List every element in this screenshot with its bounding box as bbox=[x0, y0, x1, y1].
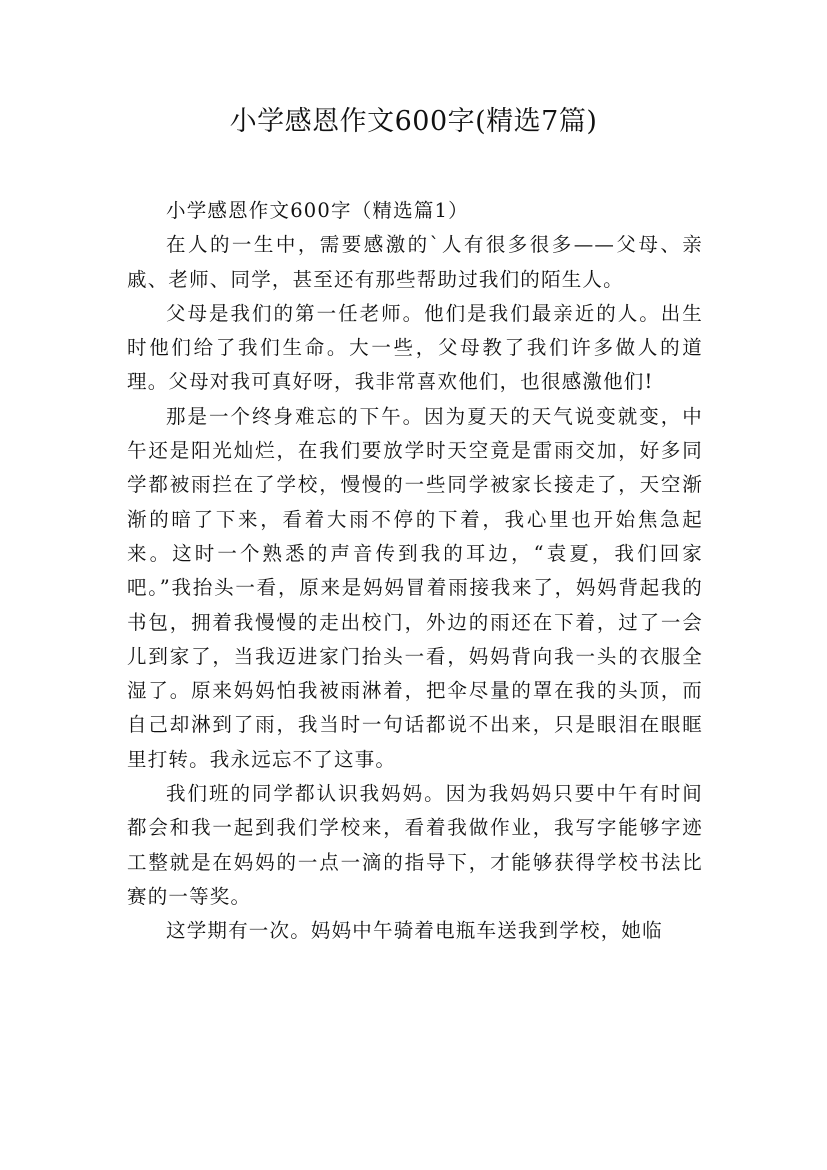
paragraph: 在人的一生中，需要感激的`人有很多很多——父母、亲戚、老师、同学，甚至还有那些帮助过我们的陌生人。 bbox=[127, 233, 703, 291]
document-title: 小学感恩作文600字(精选7篇) bbox=[229, 106, 598, 137]
section-heading: 小学感恩作文600字（精选篇1） bbox=[166, 199, 469, 222]
paragraph: 我们班的同学都认识我妈妈。因为我妈妈只要中午有时间都会和我一起到我们学校来，看着我做作业，我写字能够字迹工整就是在妈妈的一点一滴的指导下，才能够获得学校书法比赛的一等奖。 bbox=[127, 782, 703, 908]
paragraph: 父母是我们的第一任老师。他们是我们最亲近的人。出生时他们给了我们生命。大一些，父母教了我们许多做人的道理。父母对我可真好呀，我非常喜欢他们，也很感激他们! bbox=[127, 301, 703, 394]
document-body bbox=[127, 194, 703, 949]
paragraph: 这学期有一次。妈妈中午骑着电瓶车送我到学校，她临 bbox=[166, 919, 663, 943]
paragraph: 那是一个终身难忘的下午。因为夏天的天气说变就变，中午还是阳光灿烂，在我们要放学时天空竟是雷雨交加，好多同学都被雨拦在了学校，慢慢的一些同学被家长接走了，天空渐渐的暗了下来，看着大雨不停的下着，我心里也开始焦急起来。这时一个熟悉的声音传到我的耳边，“袁夏，我们回家吧。”我抬头一看，原来是妈妈冒着雨接我来了，妈妈背起我的书包，拥着我慢慢的走出校门，外边的雨还在下着，过了一会儿到家了，当我迈进家门抬头一看，妈妈背向我一头的衣服全湿了。原来妈妈怕我被雨淋着，把伞尽量的罩在我的头顶，而自己却淋到了雨，我当时一句话都说不出来，只是眼泪在眼眶里打转。我永远忘不了这事。 bbox=[127, 404, 703, 771]
